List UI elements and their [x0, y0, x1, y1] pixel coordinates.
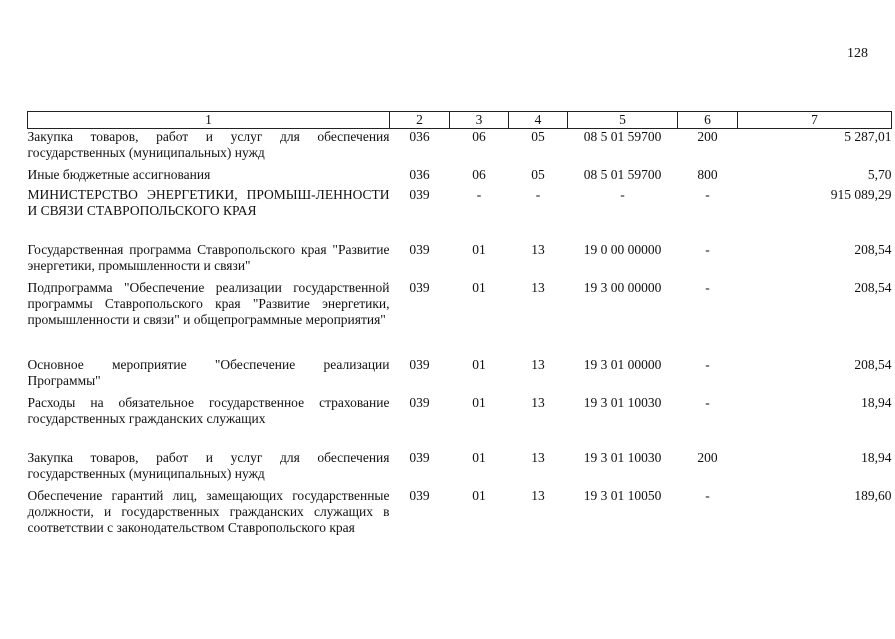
- row-ministry: 039: [409, 356, 430, 372]
- row-target: 08 5 01 59700: [583, 129, 662, 144]
- row-ministry: 039: [409, 279, 430, 295]
- row-subsection: -: [535, 186, 541, 202]
- row-subsection: 13: [531, 394, 545, 410]
- table-row: [28, 395, 892, 450]
- row-target: 08 5 01 59700: [583, 166, 662, 182]
- col-header: 6: [678, 112, 738, 129]
- row-amount: 5 287,01: [844, 129, 892, 144]
- row-ministry: 039: [409, 449, 430, 465]
- row-target: -: [620, 186, 625, 202]
- row-section: 01: [472, 279, 486, 295]
- budget-table: [27, 111, 892, 564]
- row-target: 19 3 00 00000: [583, 279, 662, 295]
- row-subsection: 13: [531, 279, 545, 295]
- col-header: 1: [28, 112, 390, 129]
- row-expense-type: -: [705, 394, 710, 410]
- row-ministry: 039: [409, 241, 430, 257]
- row-expense-type: -: [705, 279, 710, 295]
- row-name: Обеспечение гарантий лиц, замещающих государственные должности, и государственных гражданских служащих в соответствии с законодательством Ставропольского края: [27, 487, 390, 535]
- row-subsection: 13: [531, 487, 545, 503]
- row-name: Подпрограмма "Обеспечение реализации государственной программы Ставропольского края "Развитие энергетики, промышленности и связи" и общепрограммные мероприятия": [27, 279, 390, 327]
- row-section: 01: [472, 241, 486, 257]
- row-section: 06: [472, 166, 486, 182]
- row-section: 01: [472, 487, 486, 503]
- row-expense-type: -: [705, 186, 710, 202]
- row-amount: 208,54: [854, 279, 892, 295]
- page-number: 128: [847, 46, 868, 61]
- row-target: 19 3 01 00000: [583, 356, 662, 372]
- table-row: [28, 488, 892, 564]
- row-ministry: 039: [409, 394, 430, 410]
- row-section: 06: [472, 129, 486, 144]
- header-row: [28, 112, 892, 129]
- col-header: 7: [738, 112, 892, 129]
- row-expense-type: -: [705, 241, 710, 257]
- col-header: 3: [450, 112, 509, 129]
- row-amount: 5,70: [867, 166, 892, 182]
- row-section: 01: [472, 449, 486, 465]
- row-amount: 208,54: [854, 241, 892, 257]
- row-amount: 915 089,29: [830, 186, 892, 202]
- row-name: МИНИСТЕРСТВО ЭНЕРГЕТИКИ, ПРОМЫШ-ЛЕННОСТИ И СВЯЗИ СТАВРОПОЛЬСКОГО КРАЯ: [27, 186, 390, 218]
- table-row: [28, 357, 892, 395]
- row-subsection: 13: [531, 241, 545, 257]
- table-row: [28, 450, 892, 488]
- row-name: Закупка товаров, работ и услуг для обеспечения государственных (муниципальных) нужд: [27, 449, 390, 481]
- row-subsection: 13: [531, 449, 545, 465]
- row-expense-type: 200: [697, 129, 718, 144]
- col-header: 2: [390, 112, 450, 129]
- row-subsection: 05: [531, 129, 545, 144]
- table-row: [28, 187, 892, 242]
- row-name: Основное мероприятие "Обеспечение реализации Программы": [27, 356, 390, 388]
- row-ministry: 036: [409, 129, 430, 144]
- table-row: [28, 167, 892, 187]
- row-name: Иные бюджетные ассигнования: [27, 166, 211, 182]
- row-target: 19 3 01 10030: [583, 449, 662, 465]
- row-amount: 18,94: [861, 394, 892, 410]
- table-row: [28, 129, 892, 167]
- row-amount: 189,60: [854, 487, 892, 503]
- table-row: [28, 280, 892, 357]
- row-name: Государственная программа Ставропольского края "Развитие энергетики, промышленности и связи": [27, 241, 390, 273]
- row-amount: 208,54: [854, 356, 892, 372]
- col-header: 5: [568, 112, 678, 129]
- row-subsection: 05: [531, 166, 545, 182]
- row-target: 19 3 01 10030: [583, 394, 662, 410]
- row-expense-type: 200: [697, 449, 718, 465]
- row-ministry: 039: [409, 186, 430, 202]
- row-ministry: 036: [409, 166, 430, 182]
- row-expense-type: -: [705, 487, 710, 503]
- row-expense-type: 800: [697, 166, 718, 182]
- row-section: 01: [472, 356, 486, 372]
- row-name: Закупка товаров, работ и услуг для обеспечения государственных (муниципальных) нужд: [27, 129, 390, 160]
- row-target: 19 0 00 00000: [583, 241, 662, 257]
- row-section: -: [476, 186, 482, 202]
- row-target: 19 3 01 10050: [583, 487, 662, 503]
- row-subsection: 13: [531, 356, 545, 372]
- row-amount: 18,94: [861, 449, 892, 465]
- row-ministry: 039: [409, 487, 430, 503]
- row-expense-type: -: [705, 356, 710, 372]
- row-section: 01: [472, 394, 486, 410]
- table-row: [28, 242, 892, 280]
- col-header: 4: [509, 112, 568, 129]
- row-name: Расходы на обязательное государственное страхование государственных гражданских служащих: [27, 394, 390, 426]
